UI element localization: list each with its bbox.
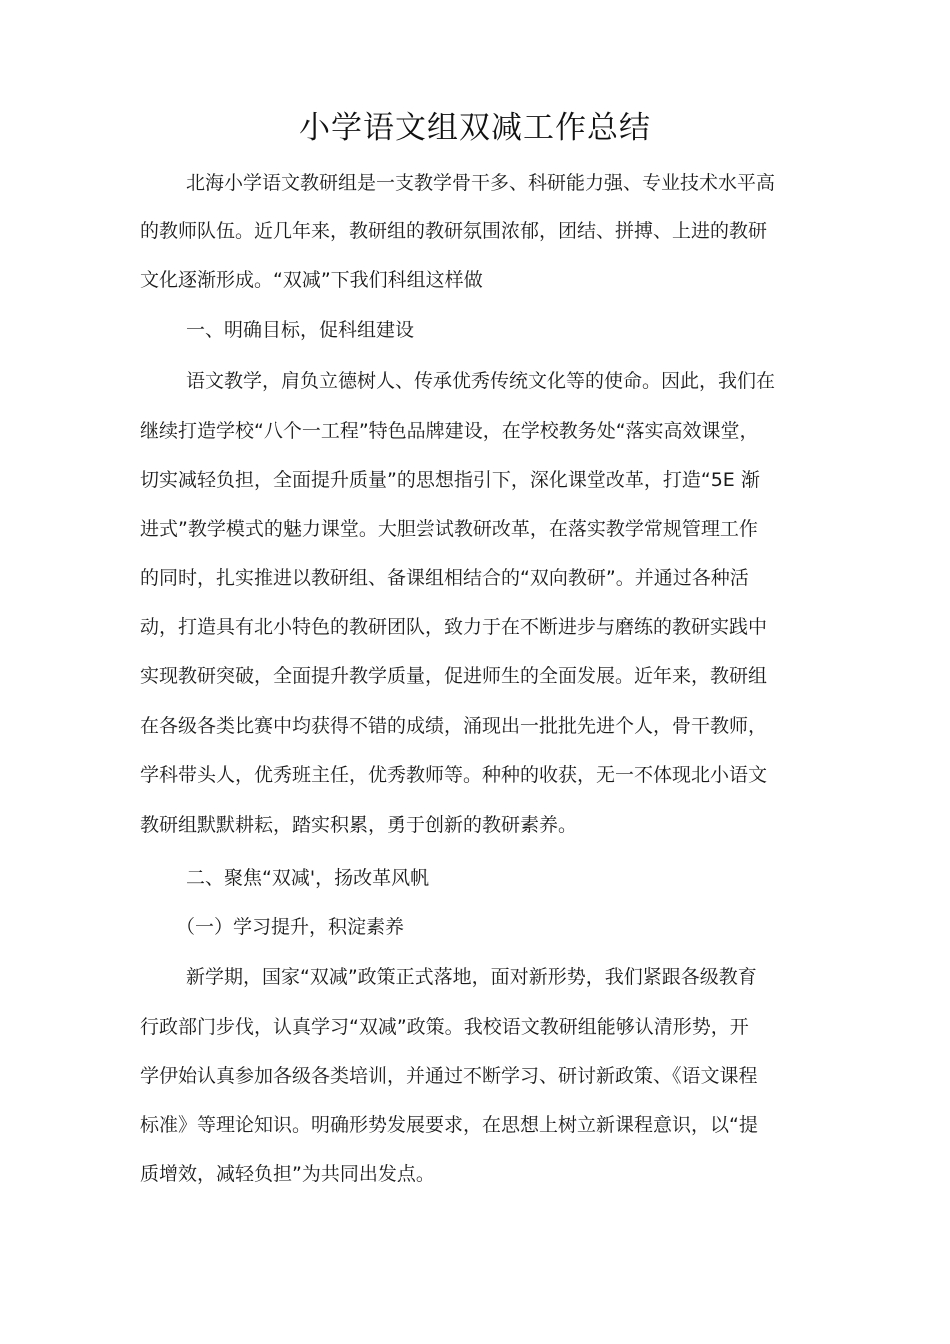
document-title: 小学语文组双减工作总结 (299, 110, 651, 146)
paragraph-line: 北海小学语文教研组是一支教学骨干多、科研能力强、专业技术水平高 (186, 172, 776, 194)
section-heading: 二、聚焦“双减'，扬改革风帆 (186, 867, 430, 889)
paragraph-line: 的同时，扎实推进以教研组、备课组相结合的“双向教研”。并通过各种活 (140, 567, 749, 589)
paragraph-line: 在各级各类比赛中均获得不错的成绩，涌现出一批批先进个人，骨干教师， (140, 715, 768, 737)
paragraph-line: 学科带头人，优秀班主任，优秀教师等。种种的收获，无一不体现北小语文 (140, 764, 768, 786)
paragraph-line: 教研组默默耕耘，踏实积累，勇于创新的教研素养。 (140, 814, 578, 836)
paragraph-line: 文化逐渐形成。“双减”下我们科组这样做 (140, 269, 483, 291)
paragraph-line: 新学期，国家“双减”政策正式落地，面对新形势，我们紧跟各级教育 (186, 966, 757, 988)
paragraph-line: 行政部门步伐，认真学习“双减”政策。我校语文教研组能够认清形势，开 (140, 1016, 749, 1038)
paragraph-line: 进式”教学模式的魅力课堂。大胆尝试教研改革，在落实教学常规管理工作 (140, 518, 758, 540)
paragraph-line: 质增效，减轻负担”为共同出发点。 (140, 1163, 435, 1185)
paragraph-line: 继续打造学校“八个一工程”特色品牌建设，在学校教务处“落实高效课堂， (140, 420, 759, 442)
paragraph-line: 语文教学，肩负立德树人、传承优秀传统文化等的使命。因此，我们在 (186, 370, 776, 392)
subsection-heading: （一）学习提升，积淀素养 (176, 916, 405, 938)
section-heading: 一、明确目标，促科组建设 (186, 319, 415, 341)
paragraph-line: 标准》等理论知识。明确形势发展要求，在思想上树立新课程意识，以“提 (140, 1114, 758, 1136)
paragraph-line: 学伊始认真参加各级各类培训，并通过不断学习、研讨新政策、《语文课程 (140, 1065, 758, 1087)
paragraph-line: 的教师队伍。近几年来，教研组的教研氛围浓郁，团结、拼搏、上进的教研 (140, 220, 768, 242)
paragraph-line: 切实减轻负担，全面提升质量”的思想指引下，深化课堂改革，打造“5E 渐 (140, 469, 760, 491)
paragraph-line: 动，打造具有北小特色的教研团队，致力于在不断进步与磨练的教研实践中 (140, 616, 768, 638)
paragraph-line: 实现教研突破，全面提升教学质量，促进师生的全面发展。近年来，教研组 (140, 665, 768, 687)
